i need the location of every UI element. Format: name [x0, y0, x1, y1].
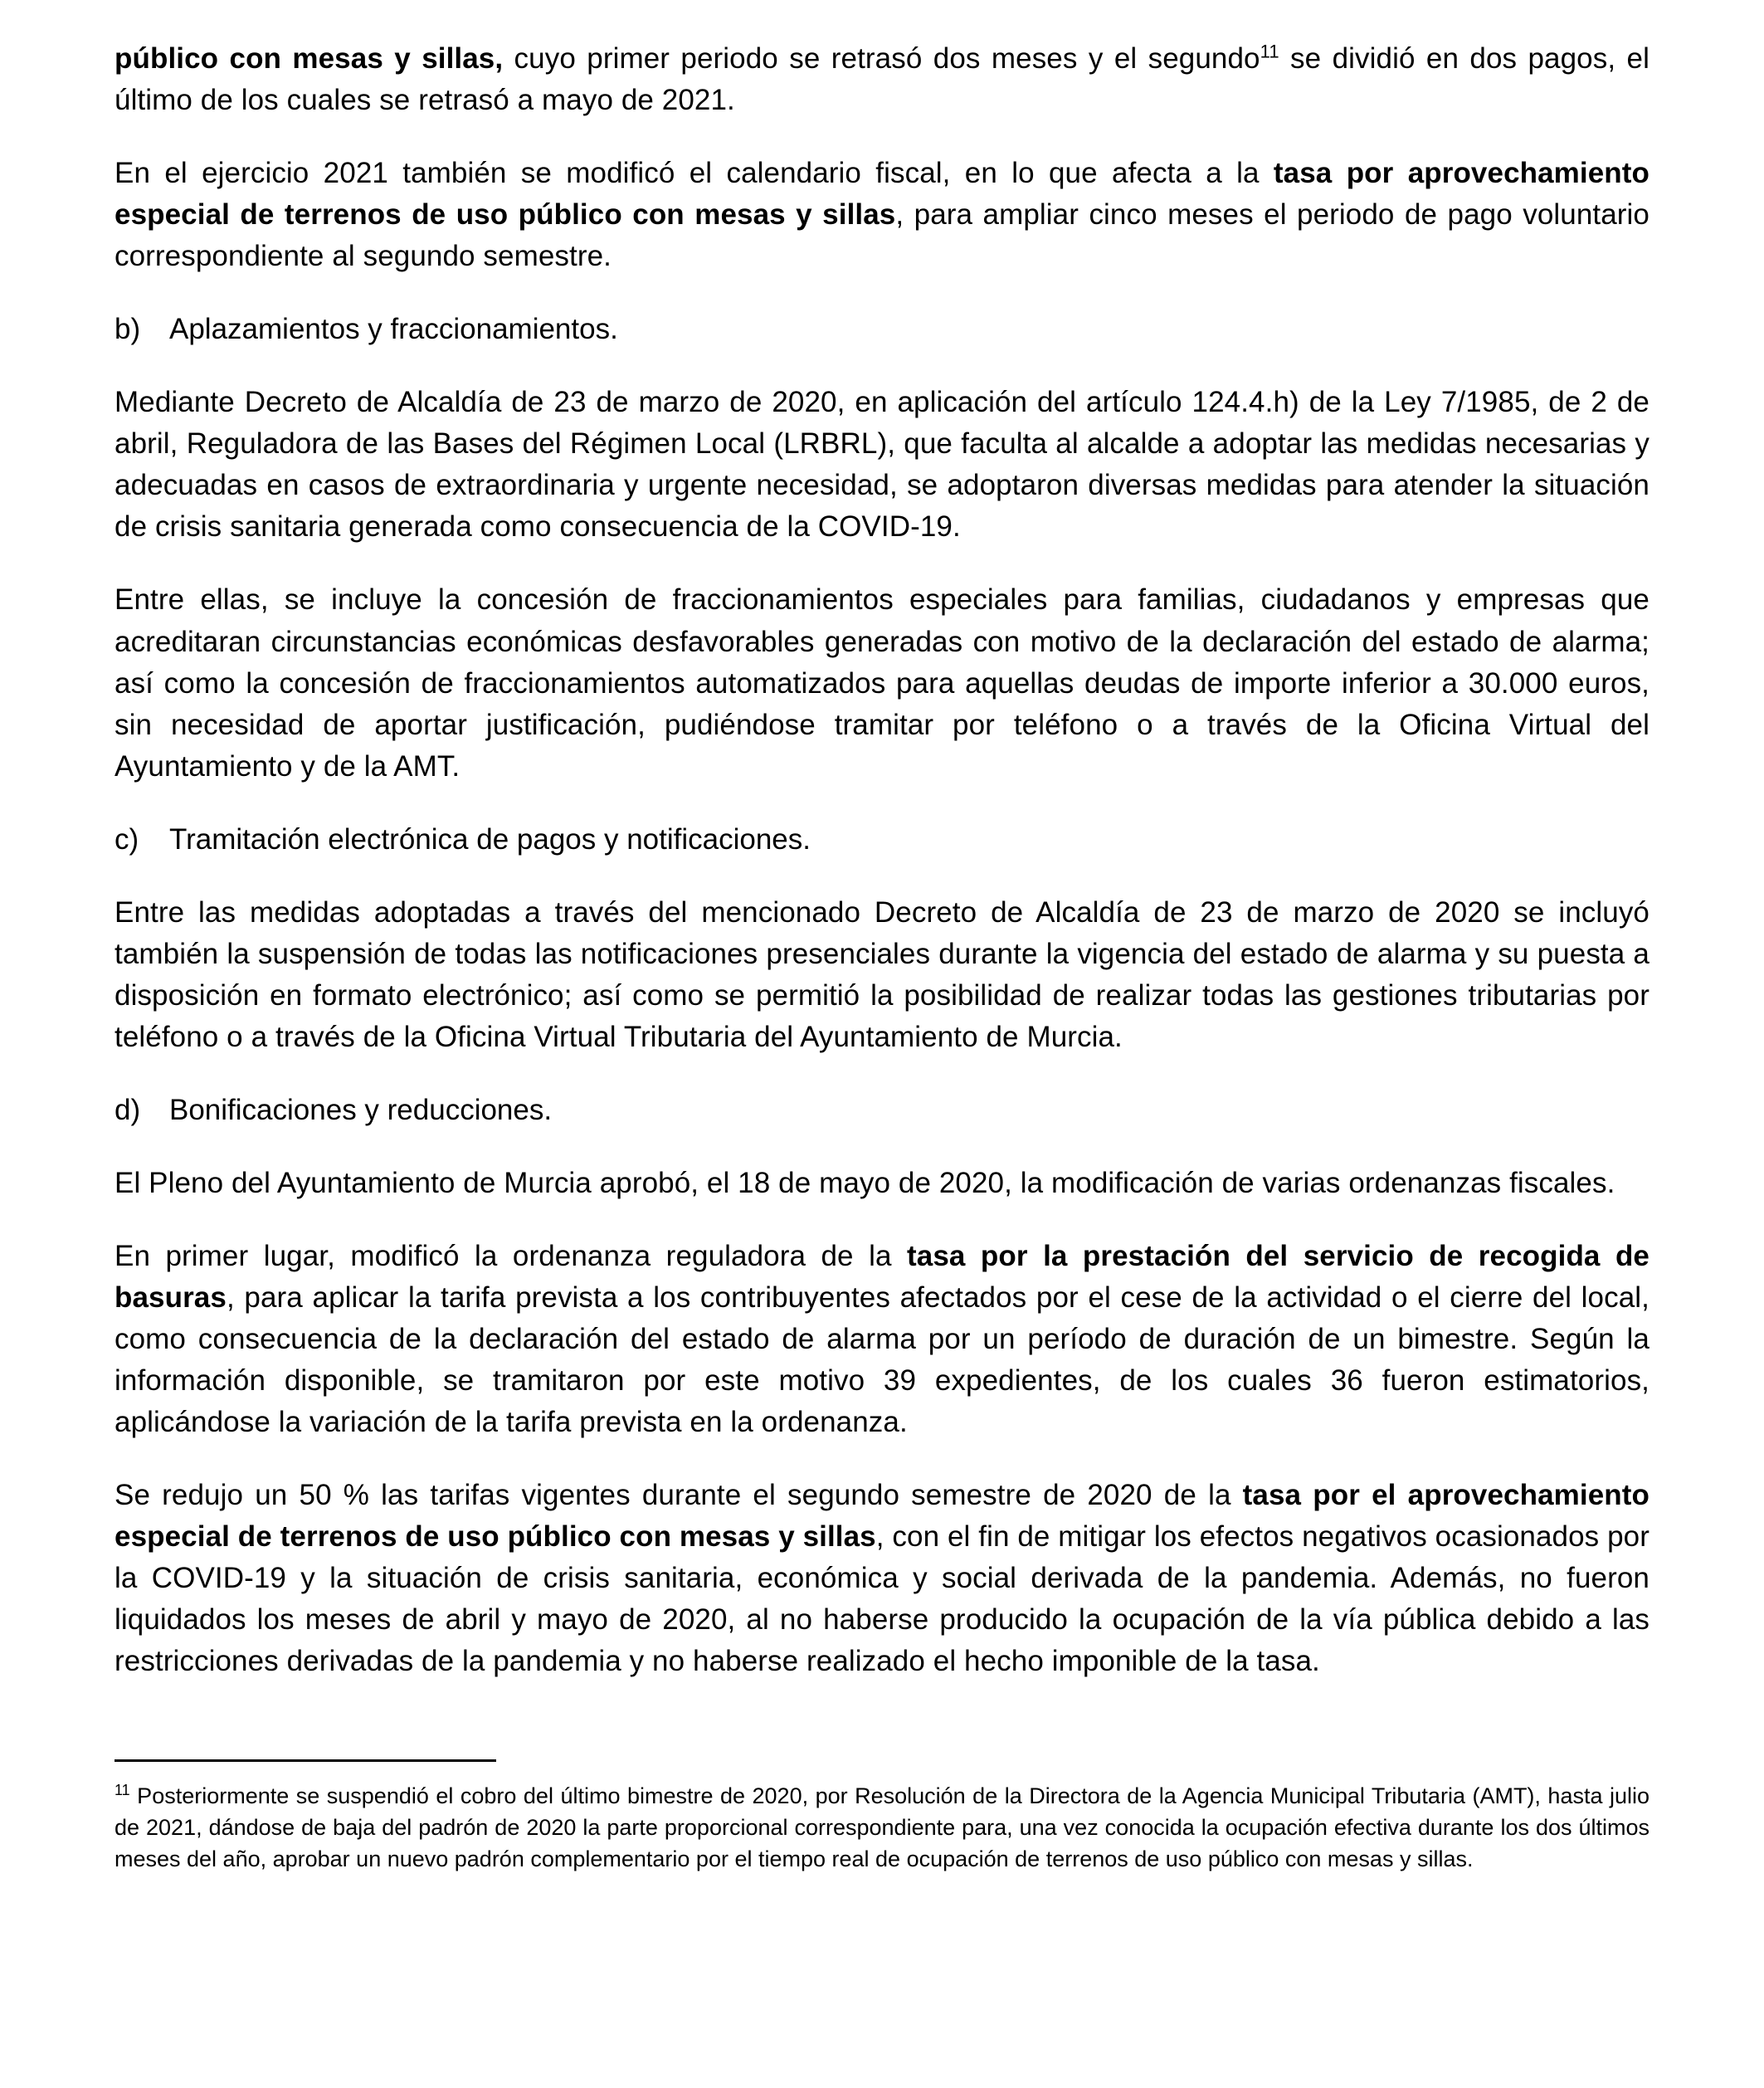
list-item-label — [169, 309, 1649, 350]
list-item-marker: d) — [115, 1093, 141, 1126]
paragraph — [115, 1236, 1649, 1443]
emphasis-text: tasa por aprovechamiento especial de terrenos de uso público con mesas y sillas — [115, 157, 1649, 232]
paragraph — [115, 892, 1649, 1058]
paragraph — [115, 579, 1649, 787]
text-run: En el ejercicio 2021 también se modificó el calendario fiscal, en lo que afecta a la — [115, 157, 1274, 190]
paragraph — [115, 1475, 1649, 1682]
list-item-marker: b) — [115, 313, 141, 346]
text-run: En primer lugar, modificó la ordenanza reguladora de la — [115, 1240, 907, 1273]
footnote-area — [115, 1759, 1649, 1876]
document-body — [115, 38, 1649, 1683]
footnote-marker: 11 — [115, 1781, 130, 1798]
list-item-label — [169, 1090, 1649, 1131]
list-item — [115, 819, 1649, 861]
footnote-body: Posteriormente se suspendió el cobro del último bimestre de 2020, por Resolución de la Directora de la Agencia Municipal Tributaria (AMT), hasta julio de 2021, dándose de baja del padrón de 2020 la parte proporcional correspondiente para, una vez conocida la ocupación efectiva durante los dos últimos meses del año, aprobar un nuevo padrón complementario por el tiempo real de ocupación de terrenos de uso público con mesas y sillas. — [115, 1783, 1649, 1872]
emphasis-text: tasa por la prestación del servicio de recogida de basuras — [115, 1240, 1649, 1315]
emphasis-text: público con mesas y sillas, — [115, 42, 504, 75]
text-run: Entre ellas, se incluye la concesión de fraccionamientos especiales para familias, ciudadanos y empresas que acreditaran circunstancias económicas desfavorables generadas con motivo de la declaración del estado de alarma; así como la concesión de fraccionamientos automatizados para aquellas deudas de importe inferior a 30.000 euros, sin necesidad de aportar justificación, pudiéndose tramitar por teléfono o a través de la Oficina Virtual del Ayuntamiento y de la AMT. — [115, 583, 1649, 783]
text-run: Entre las medidas adoptadas a través del mencionado Decreto de Alcaldía de 23 de marzo de 2020 se incluyó también la suspensión de todas las notificaciones presenciales durante la vigencia del estado de alarma y su puesta a disposición en formato electrónico; así como se permitió la posibilidad de realizar todas las gestiones tributarias por teléfono o a través de la Oficina Virtual Tributaria del Ayuntamiento de Murcia. — [115, 895, 1649, 1053]
paragraph — [115, 38, 1649, 121]
paragraph — [115, 153, 1649, 277]
list-item-marker: c) — [115, 822, 139, 856]
emphasis-text: tasa por el aprovechamiento especial de terrenos de uso público con mesas y sillas — [115, 1479, 1649, 1554]
text-run: se dividió en dos pagos, el último de los cuales se retrasó a mayo de 2021. — [115, 42, 1649, 117]
paragraph — [115, 1163, 1649, 1204]
text-run: Mediante Decreto de Alcaldía de 23 de marzo de 2020, en aplicación del artículo 124.4.h) de la Ley 7/1985, de 2 de abril, Reguladora de las Bases del Régimen Local (LRBRL), que faculta al alcalde a adoptar las medidas necesarias y adecuadas en casos de extraordinaria y urgente necesidad, se adoptaron diversas medidas para atender la situación de crisis sanitaria generada como consecuencia de la COVID-19. — [115, 386, 1649, 544]
text-run: , con el fin de mitigar los efectos negativos ocasionados por la COVID-19 y la situación de crisis sanitaria, económica y social derivada de la pandemia. Además, no fueron liquidados los meses de abril y mayo de 2020, al no haberse producido la ocupación de la vía pública debido a las restricciones derivadas de la pandemia y no haberse realizado el hecho imponible de la tasa. — [115, 1520, 1649, 1678]
footnote-reference: 11 — [1260, 41, 1279, 62]
text-run: Se redujo un 50 % las tarifas vigentes durante el segundo semestre de 2020 de la — [115, 1479, 1243, 1512]
text-run: cuyo primer periodo se retrasó dos meses y el segundo — [503, 42, 1260, 75]
text-run: , para ampliar cinco meses el periodo de pago voluntario correspondiente al segundo semestre. — [115, 198, 1649, 273]
text-run: , para aplicar la tarifa prevista a los contribuyentes afectados por el cese de la actividad o el cierre del local, como consecuencia de la declaración del estado de alarma por un período de duración de un bimestre. Según la información disponible, se tramitaron por este motivo 39 expedientes, de los cuales 36 fueron estimatorios, aplicándose la variación de la tarifa prevista en la ordenanza. — [115, 1281, 1649, 1439]
footnote-separator-rule — [115, 1759, 496, 1762]
text-run: El Pleno del Ayuntamiento de Murcia aprobó, el 18 de mayo de 2020, la modificación de varias ordenanzas fiscales. — [115, 1166, 1615, 1199]
text-run: Aplazamientos y fraccionamientos. — [169, 313, 618, 346]
text-run: Tramitación electrónica de pagos y notificaciones. — [169, 822, 811, 856]
footnote-text — [115, 1780, 1649, 1876]
list-item-label — [169, 819, 1649, 861]
text-run: Bonificaciones y reducciones. — [169, 1093, 553, 1126]
list-item — [115, 309, 1649, 350]
paragraph — [115, 382, 1649, 548]
list-item — [115, 1090, 1649, 1131]
